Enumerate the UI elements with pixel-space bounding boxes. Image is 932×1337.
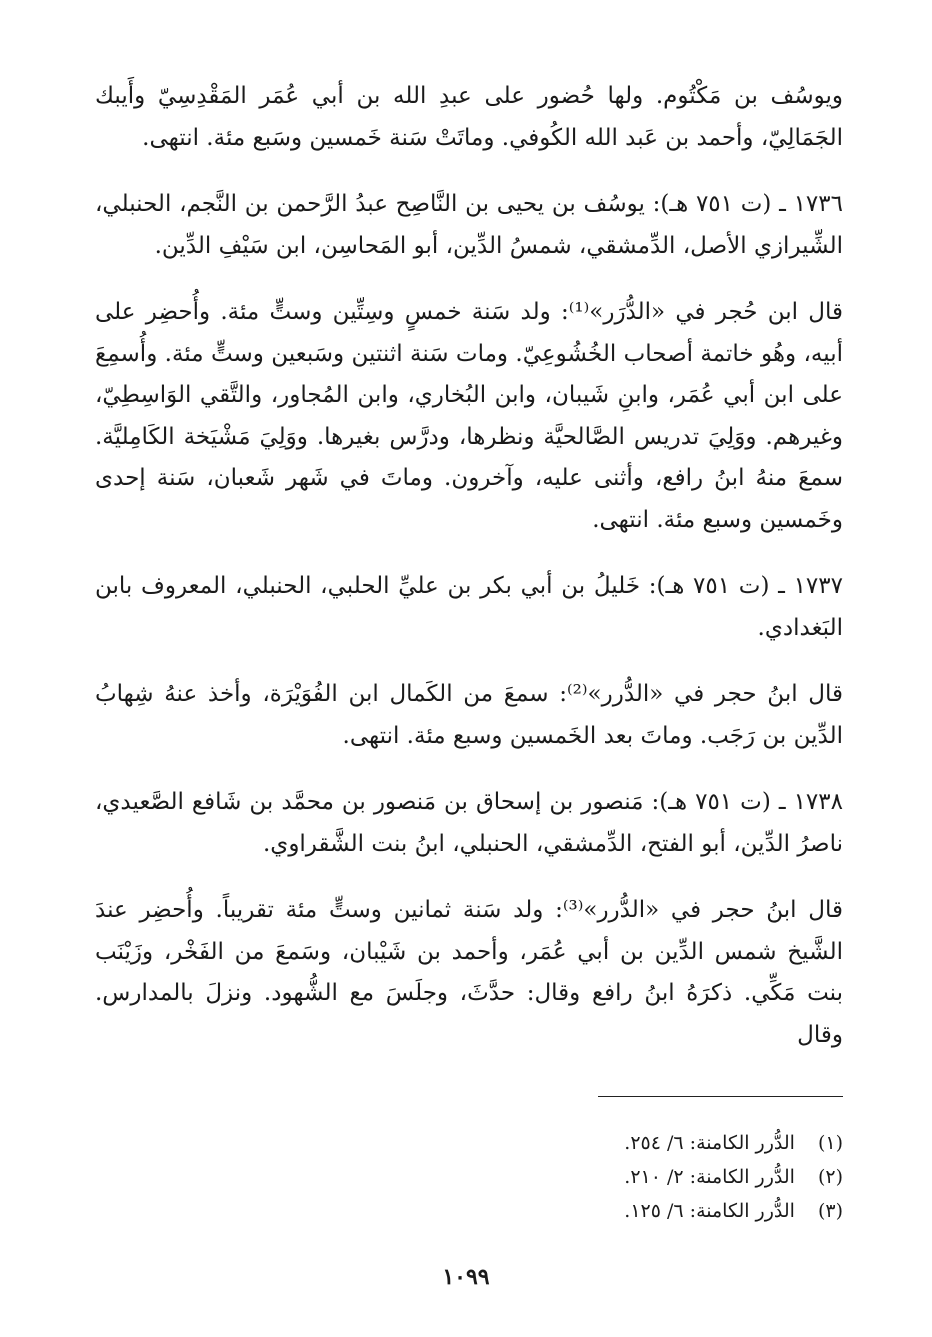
paragraph: قال ابنُ حجر في «الدُّرر»⁽²⁾: سمعَ من الكَمال ابن الفُوَيْرَة، وأخذ عنهُ شِهابُ الدِّين بن رَجَب. وماتَ بعد الخَمسين وسبع مئة. انتهى. xyxy=(95,681,843,749)
footnote-text: الدُّرر الكامنة: ٢/ ٢١٠. xyxy=(624,1166,795,1188)
footnote-text: الدُّرر الكامنة: ٦/ ١٢٥. xyxy=(624,1200,795,1222)
page-number: ١٠٩٩ xyxy=(442,1264,490,1290)
paragraph: قال ابنُ حجر في «الدُّرر»⁽³⁾: ولد سَنة ثمانين وستٍّ مئة تقريباً. وأُحضِر عندَ الشَّيخ شمس الدِّين بن أبي عُمَر، وأحمد بن شَيْبان، وسَمعَ من الفَخْر، وزَيْنَب بنت مَكِّي. ذكرَهُ ابنُ رافع وقال: حدَّثَ، وجلَسَ مع الشُّهود. ونزلَ بالمدارس. وقال xyxy=(95,897,844,1048)
footnote-number: (٣) xyxy=(817,1200,843,1222)
page-body xyxy=(95,76,843,1056)
footnotes xyxy=(95,1126,843,1228)
footnote-divider xyxy=(598,1096,843,1097)
entry-1738: ١٧٣٨ ـ (ت ٧٥١ هـ): مَنصور بن إسحاق بن مَنصور بن محمَّد بن شَافع الصَّعيدي، ناصرُ الدِّين، أبو الفتح، الدِّمشقي، الحنبلي، ابنُ بنت الشَّقراوي. xyxy=(95,789,843,857)
entry-1736: ١٧٣٦ ـ (ت ٧٥١ هـ): يوسُف بن يحيى بن النَّاصِح عبدُ الرَّحمن بن النَّجم، الحنبلي، الشِّيرازي الأصل، الدِّمشقي، شمسُ الدِّين، أبو المَحاسِن، ابن سَيْفِ الدِّين. xyxy=(95,191,843,259)
footnote-item xyxy=(95,1194,843,1228)
entry-1737: ١٧٣٧ ـ (ت ٧٥١ هـ): خَليلُ بن أبي بكر بن عليِّ الحلبي، الحنبلي، المعروف بابن البَغدادي. xyxy=(95,573,843,641)
footnote-number: (٢) xyxy=(817,1166,843,1188)
footnote-text: الدُّرر الكامنة: ٦/ ٢٥٤. xyxy=(624,1132,795,1154)
footnote-number: (١) xyxy=(817,1132,843,1154)
paragraph: ويوسُف بن مَكْتُوم. ولها حُضور على عبدِ الله بن أبي عُمَر المَقْدِسِيّ وأَيبك الجَمَالِيّ، وأحمد بن عَبد الله الكُوفي. وماتَتْ سَنة خَمسين وسَبع مئة. انتهى. xyxy=(95,83,843,151)
paragraph: قال ابن حُجر في «الدُّرَر»⁽¹⁾: ولد سَنة خمسٍ وسِتِّين وستٍّ مئة. وأُحضِر على أبيه، وهُو خاتمة أصحاب الخُشُوعِيّ. ومات سَنة اثنتين وسَبعين وستٍّ مئة. وأُسمِعَ على ابن أبي عُمَر، وابنِ شَيبان، وابن البُخاري، وابن المُجاور، والتَّقي الوَاسِطِيّ، وغيرهم. ووَلِيَ تدريس الصَّالحيَّة ونظرها، ودرَّس بغيرها. ووَلِيَ مَشْيَخة الكَامِليَّة. سمعَ منهُ ابنُ رافع، وأثنى عليه، وآخرون. وماتَ في شَهر شَعبان، سَنة إحدى وخَمسين وسبع مئة. انتهى. xyxy=(95,299,843,533)
footnote-item xyxy=(95,1126,843,1160)
footnote-item xyxy=(95,1160,843,1194)
